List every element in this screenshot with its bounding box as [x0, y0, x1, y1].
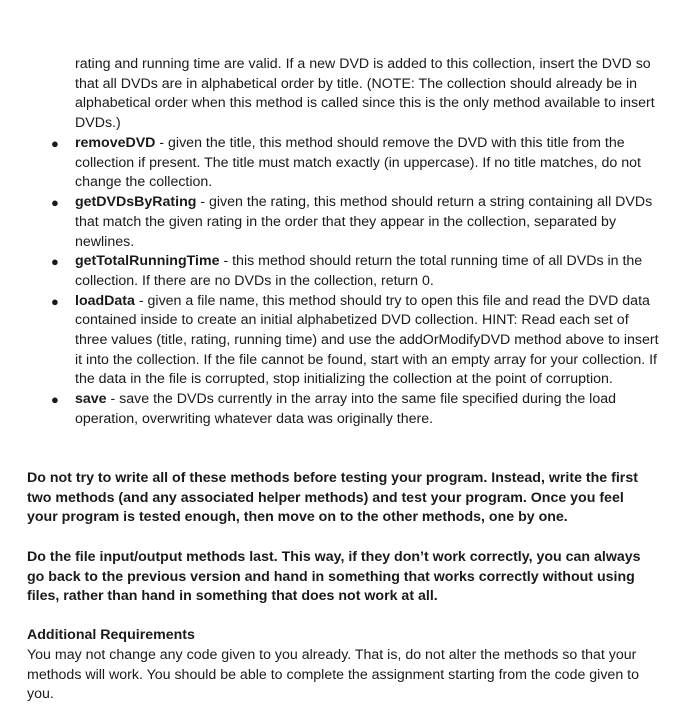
- method-description: - given a file name, this method should try to open this file and read the DVD data contained inside to create an initial alphabetized DVD collection. HINT: Read each set of three values (title, rating, running time) and use the addOrModifyDVD method above to insert it into the collection. If the file cannot be found, start with an empty array for your collection. If the data in the file is corrupted, stop initializing the collection at the point of corruption.: [75, 292, 659, 388]
- bullet-icon: ●: [51, 136, 59, 151]
- method-name: loadData: [75, 292, 135, 309]
- method-name: getDVDsByRating: [75, 194, 197, 211]
- method-name: removeDVD: [75, 135, 156, 151]
- requirements-paragraph: You may not change any code given to you already. That is, do not alter the methods so that your methods will work. You should be able to complete the assignment starting from the code given to you.: [27, 647, 639, 703]
- method-description: - given the rating, this method should return a string containing all DVDs that match the given rating in the order that they appear in the collection, separated by newlines.: [75, 194, 653, 250]
- list-item-save: [0, 390, 660, 429]
- list-item-loadData: [0, 292, 660, 391]
- method-name: save: [75, 391, 107, 408]
- bullet-icon: ●: [51, 293, 59, 309]
- list-item-removeDVD: [0, 134, 660, 193]
- bullet-icon: ●: [51, 195, 59, 211]
- method-description: - save the DVDs currently in the array into the same file specified during the load operation, overwriting whatever data was originally there.: [75, 391, 616, 427]
- bullet-icon: ●: [51, 392, 59, 408]
- method-description: - this method should return the total running time of all DVDs in the collection. If there are no DVDs in the collection, return 0.: [75, 253, 643, 289]
- method-list: [0, 134, 660, 430]
- bullet-icon: ●: [51, 254, 59, 270]
- continuation-text: rating and running time are valid. If a new DVD is added to this collection, insert the DVD so that all DVDs are in alphabetical order by title. (NOTE: The collection should already be in alphabetical order when this method is called since this is the only method available to insert DVDs.): [75, 56, 655, 132]
- section-heading: Additional Requirements: [27, 627, 195, 643]
- testing-advice-paragraph: Do not try to write all of these methods before testing your program. Instead, write the first two methods (and any associated helper methods) and test your program. Once you feel your program is tested enough, then move on to the other methods, one by one.: [27, 470, 638, 526]
- method-description: - given the title, this method should remove the DVD with this title from the collection if present. The title must match exactly (in uppercase). If no title matches, do not change the collection.: [75, 135, 641, 191]
- method-name: getTotalRunningTime: [75, 253, 220, 270]
- list-item-getTotalRunningTime: [0, 252, 660, 291]
- file-io-advice-paragraph: Do the file input/output methods last. This way, if they don’t work correctly, you can always go back to the previous version and hand in something that works correctly without using files, rather than hand in something that does not work at all.: [27, 549, 641, 605]
- list-item-getDVDsByRating: [0, 193, 660, 252]
